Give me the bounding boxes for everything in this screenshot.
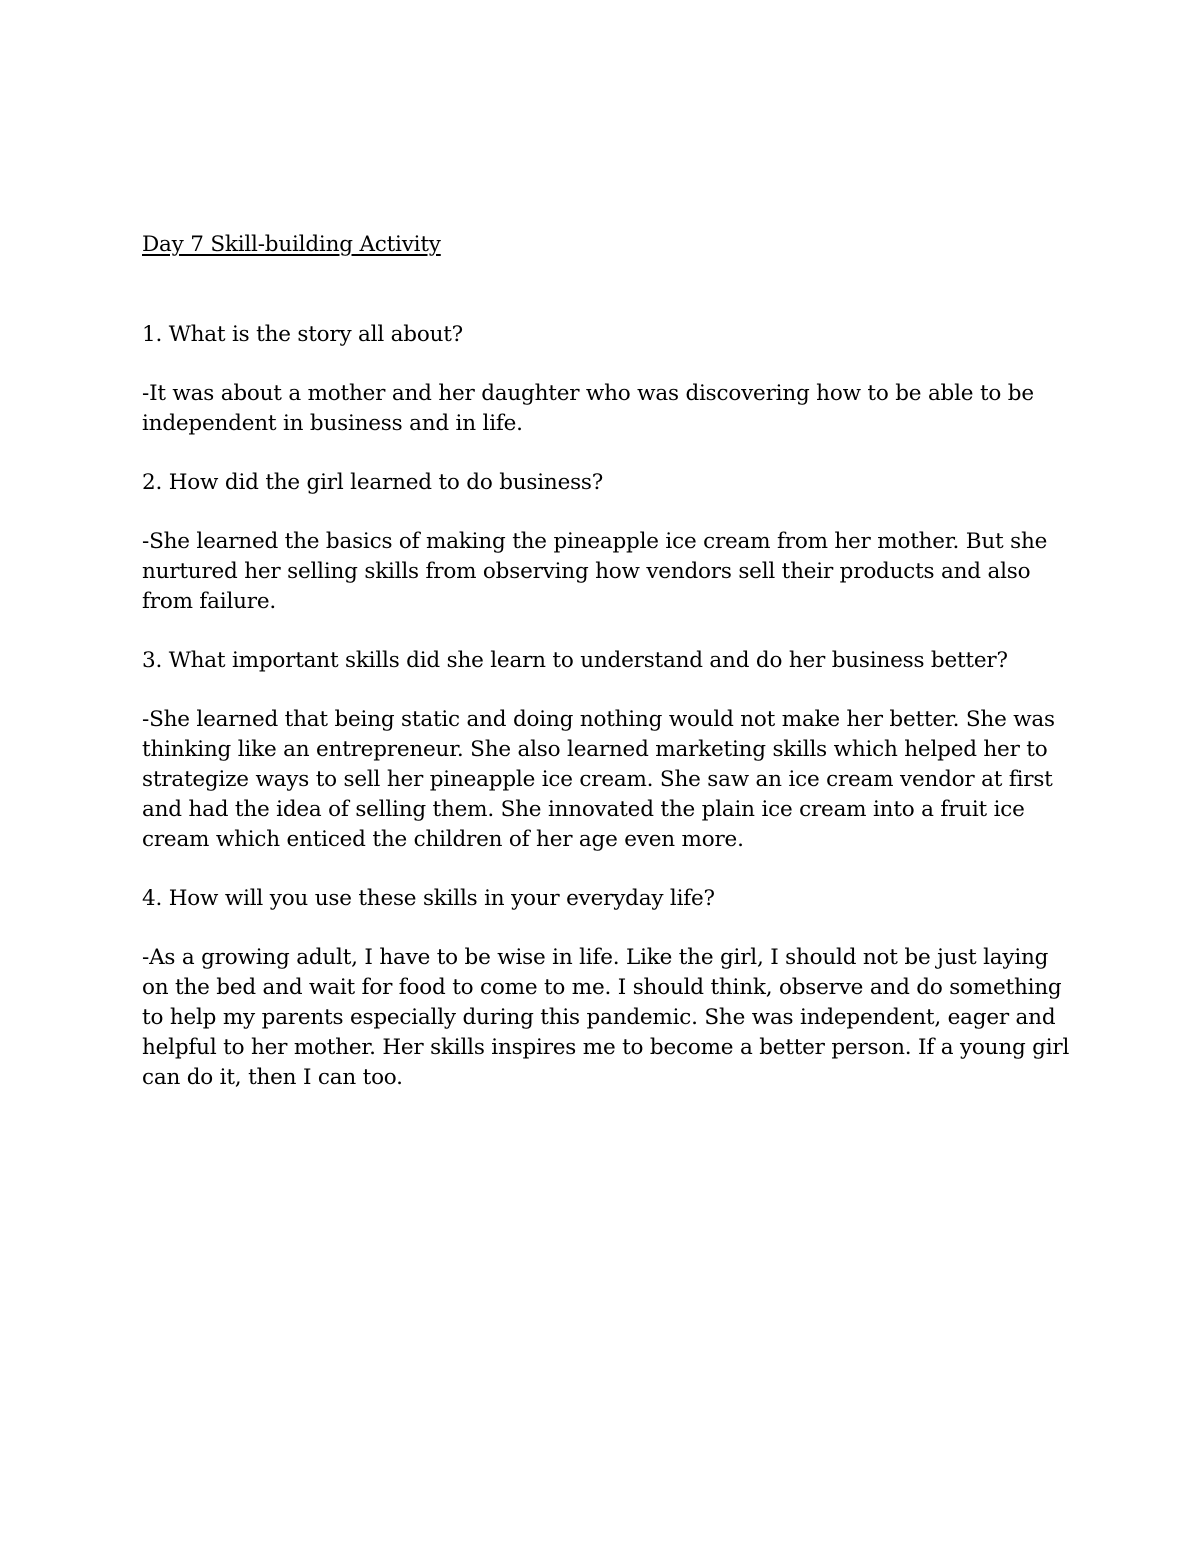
answer-3: -She learned that being static and doing nothing would not make her better. She was thinking like an entrepreneur. She also learned marketing skills which helped her to strategize ways to sell her pineapple ice cream. She saw an ice cream vendor at first and had the idea of selling them. She innovated the plain ice cream into a fruit ice cream which enticed the children of her age even more.: [142, 707, 1055, 852]
question-2: 2. How did the girl learned to do business?: [142, 470, 604, 495]
qa-item-1: [142, 320, 1072, 439]
answer-4: -As a growing adult, I have to be wise in life. Like the girl, I should not be just laying on the bed and wait for food to come to me. I should think, observe and do something to help my parents especially during this pandemic. She was independent, eager and helpful to her mother. Her skills inspires me to become a better person. If a young girl can do it, then I can too.: [142, 945, 1070, 1090]
qa-item-4: [142, 884, 1072, 1093]
question-3: 3. What important skills did she learn to understand and do her business better?: [142, 648, 1008, 673]
question-4: 4. How will you use these skills in your everyday life?: [142, 886, 715, 911]
qa-item-2: [142, 468, 1072, 617]
document-body: [142, 230, 1072, 1122]
answer-2: -She learned the basics of making the pineapple ice cream from her mother. But she nurtured her selling skills from observing how vendors sell their products and also from failure.: [142, 529, 1048, 614]
qa-item-3: [142, 646, 1072, 855]
question-1: 1. What is the story all about?: [142, 322, 463, 347]
document-title: Day 7 Skill-building Activity: [142, 232, 441, 257]
answer-1: -It was about a mother and her daughter who was discovering how to be able to be independent in business and in life.: [142, 381, 1034, 436]
